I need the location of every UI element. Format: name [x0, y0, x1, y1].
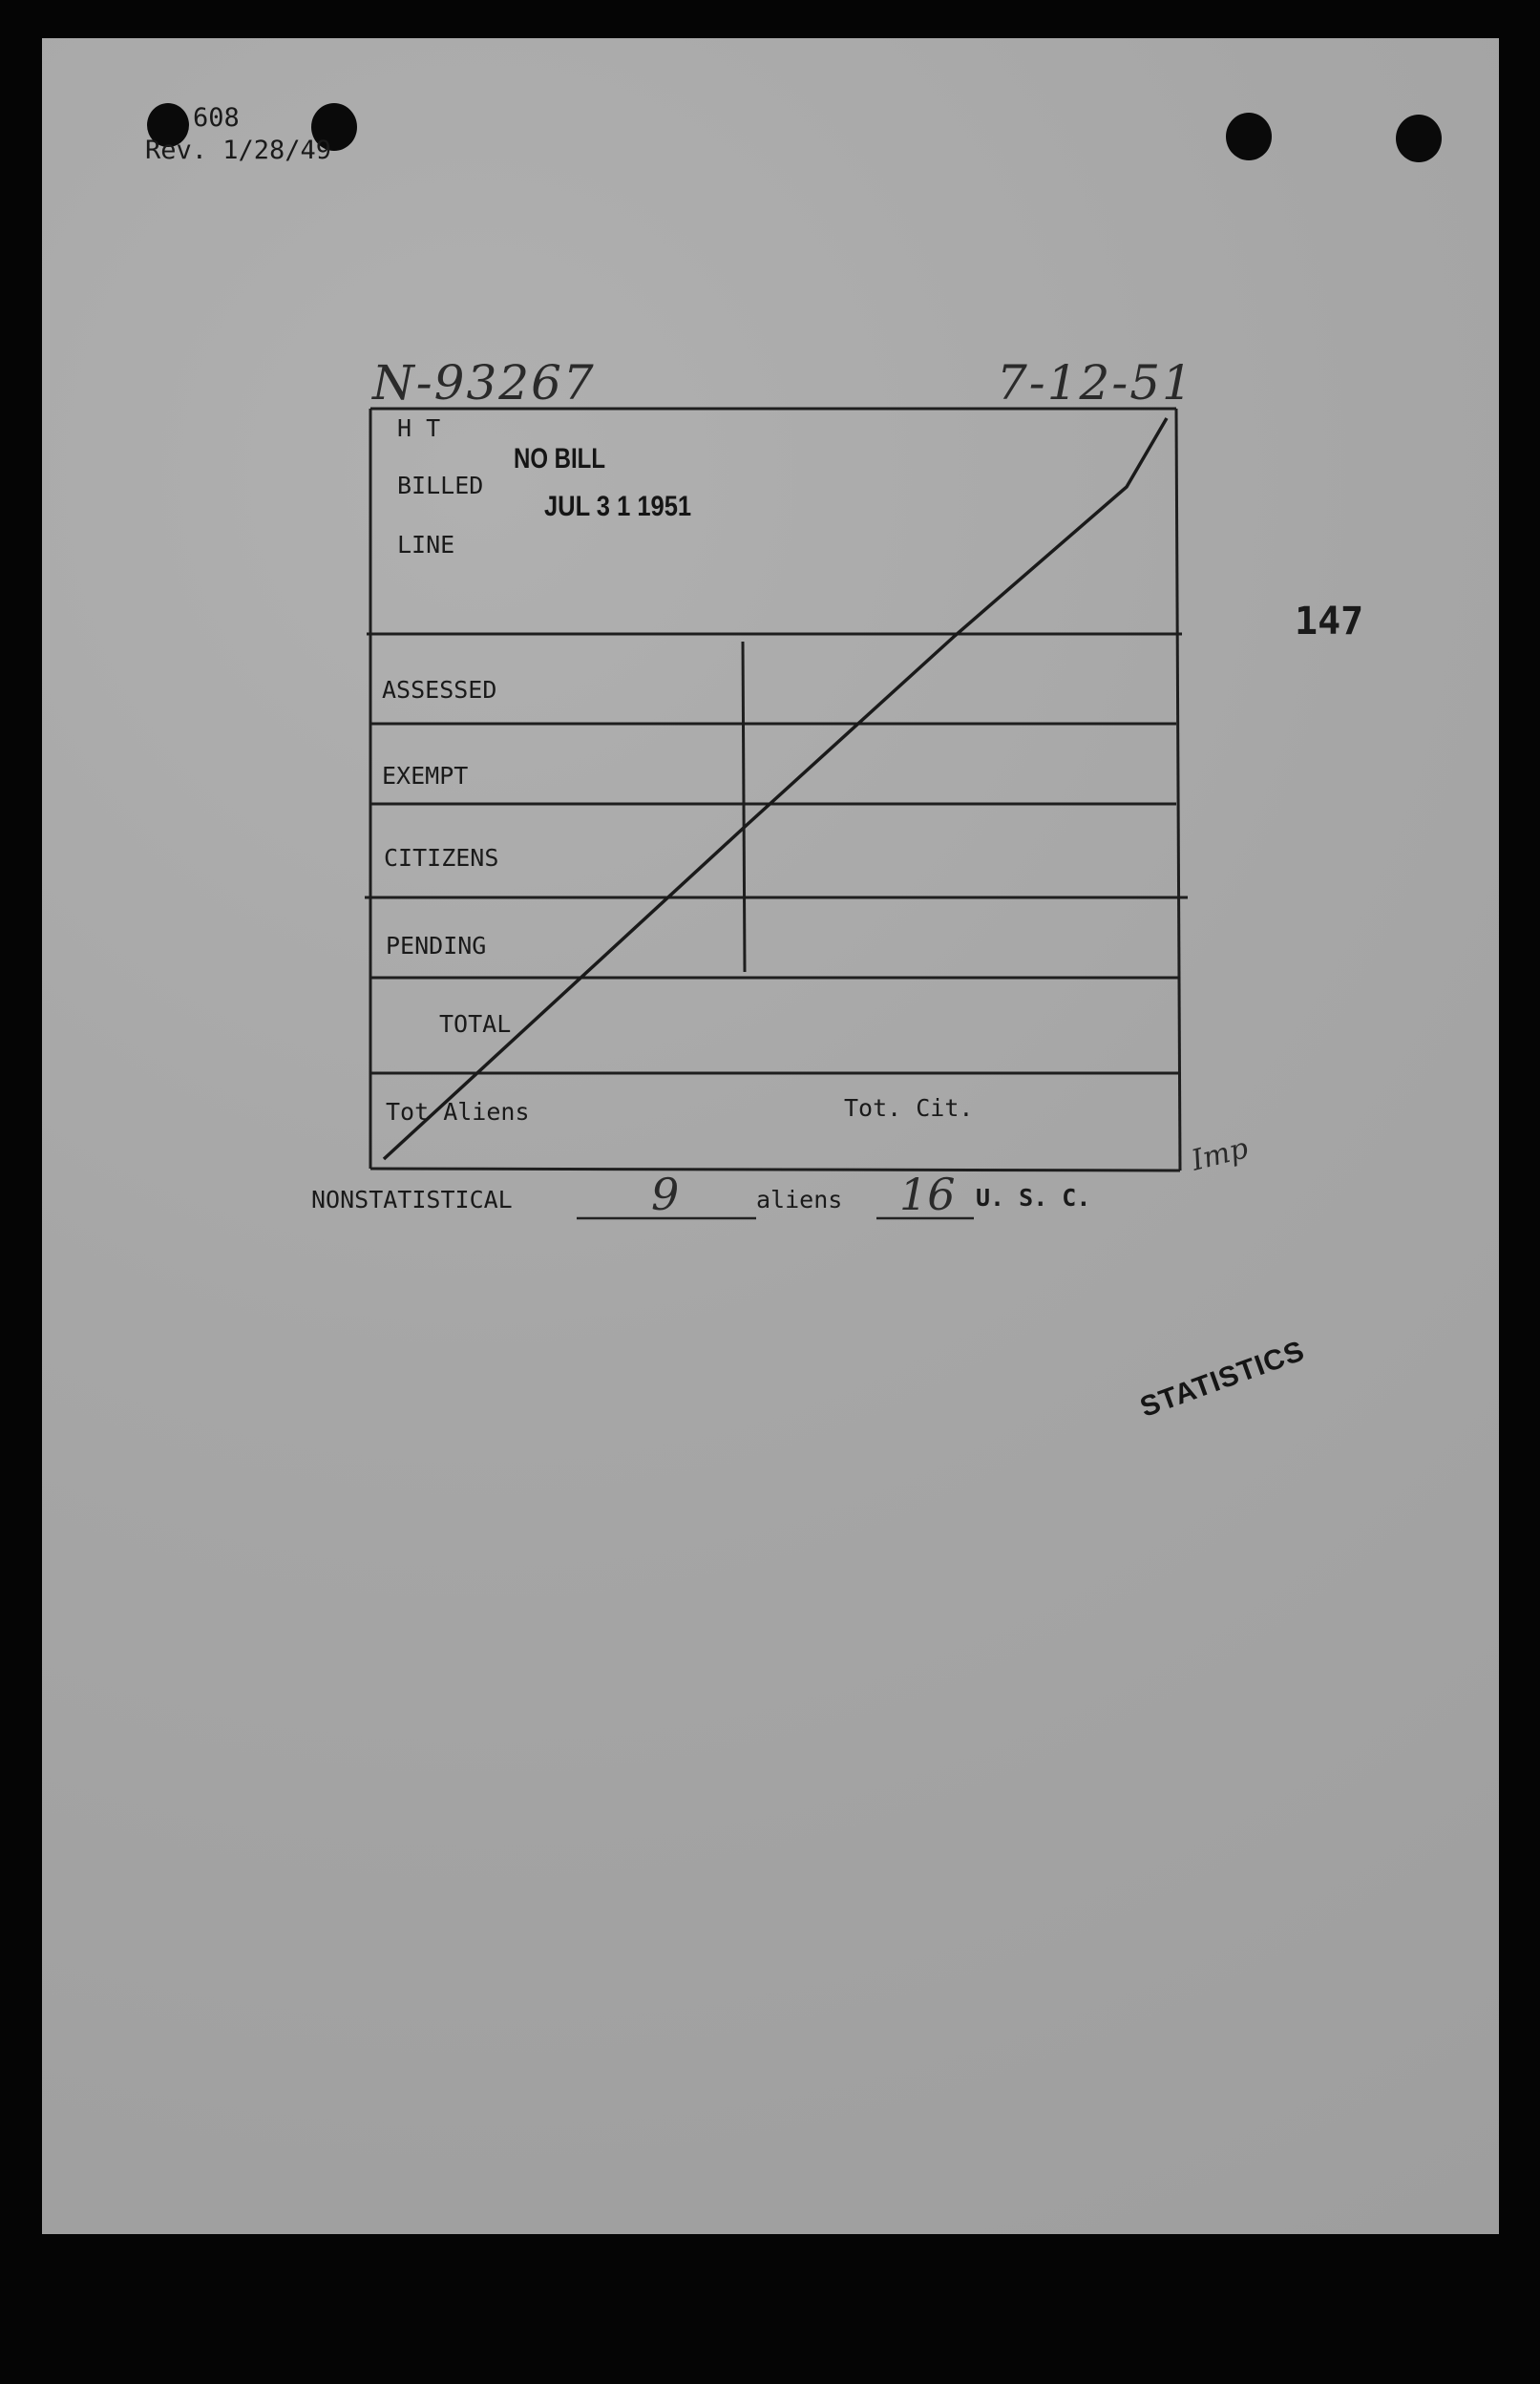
aliens-label: aliens	[756, 1186, 843, 1213]
total-label: TOTAL	[439, 1010, 512, 1038]
usc-count: 16	[899, 1169, 956, 1220]
initials: Imp	[1188, 1131, 1252, 1178]
aliens-count: 9	[651, 1169, 680, 1220]
form-number: 608	[193, 103, 240, 133]
cancel-diagonal-line	[384, 418, 1167, 1159]
form-label-ht: H T	[397, 414, 441, 442]
row-label-assessed: ASSESSED	[382, 676, 497, 704]
date-stamp: JUL 3 1 1951	[544, 491, 692, 522]
nonstatistical-label: NONSTATISTICAL	[311, 1186, 513, 1213]
tot-cit-label: Tot. Cit.	[844, 1094, 974, 1122]
form-label-billed: BILLED	[397, 472, 484, 499]
row-label-citizens: CITIZENS	[384, 844, 499, 872]
row-label-exempt: EXEMPT	[382, 762, 469, 790]
form-label-line: LINE	[397, 531, 455, 559]
file-number: N-93267	[372, 355, 596, 411]
tot-aliens-label: Tot Aliens	[386, 1098, 530, 1126]
revision-date: Rev. 1/28/49	[145, 136, 332, 165]
handwritten-date: 7-12-51	[997, 355, 1194, 411]
page-number: 147	[1295, 600, 1364, 643]
usc-label: U. S. C.	[976, 1184, 1091, 1212]
row-label-pending: PENDING	[386, 932, 487, 960]
no-bill-stamp: NO BILL	[514, 443, 605, 475]
statistics-stamp: STATISTICS	[1136, 1335, 1309, 1424]
